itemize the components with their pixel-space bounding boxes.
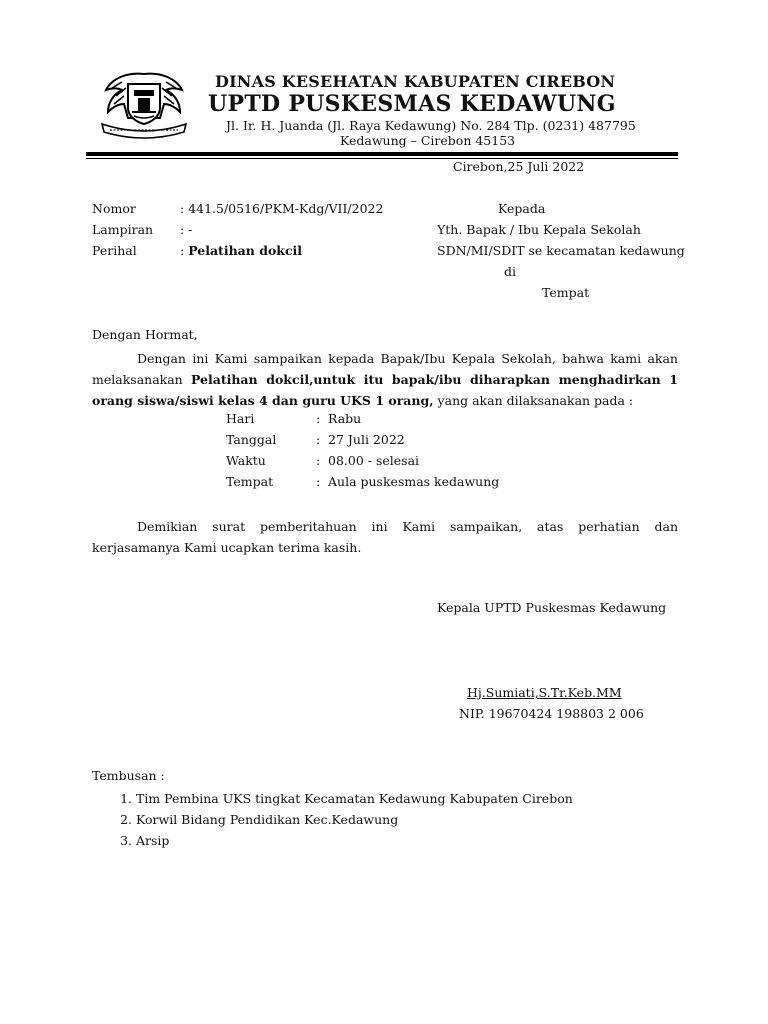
meta-value-perihal: : Pelatihan dokcil: [180, 243, 303, 258]
schedule-label-waktu: Waktu: [226, 453, 266, 468]
address-line-2: Kedawung – Cirebon 45153: [340, 133, 516, 148]
header-rule-thin: [86, 158, 678, 159]
signatory-nip: NIP. 19670424 198803 2 006: [459, 706, 644, 721]
schedule-sep: :: [316, 474, 321, 489]
schedule-value-hari: Rabu: [328, 411, 362, 426]
recipient-schools: SDN/MI/SDIT se kecamatan kedawung: [437, 243, 685, 258]
signature-title: Kepala UPTD Puskesmas Kedawung: [437, 600, 667, 615]
meta-label-lampiran: Lampiran: [92, 222, 154, 237]
letter-date: Cirebon,25 Juli 2022: [453, 159, 585, 174]
closing-paragraph: Demikian surat pemberitahuan ini Kami sampaikan, atas perhatian dan kerjasamanya Kami ucapkan terima kasih.: [92, 519, 678, 555]
unit-name: UPTD PUSKESMAS KEDAWUNG: [208, 91, 616, 117]
schedule-value-tempat: Aula puskesmas kedawung: [328, 474, 500, 489]
list-item: 1. Tim Pembina UKS tingkat Kecamatan Kedawung Kabupaten Cirebon: [136, 788, 573, 809]
schedule-label-tanggal: Tanggal: [226, 432, 277, 447]
regency-crest-icon: [98, 68, 190, 140]
schedule-sep: :: [316, 432, 321, 447]
agency-name: DINAS KESEHATAN KABUPATEN CIREBON: [215, 72, 616, 91]
schedule-sep: :: [316, 453, 321, 468]
recipient-tempat: Tempat: [542, 285, 590, 300]
signatory-name: Hj.Sumiati,S.Tr.Keb.MM: [467, 685, 622, 700]
meta-label-nomor: Nomor: [92, 201, 136, 216]
list-item: 3. Arsip: [136, 830, 573, 851]
address-line-1: Jl. Ir. H. Juanda (Jl. Raya Kedawung) No. 284 Tlp. (0231) 487795: [226, 118, 636, 133]
schedule-label-hari: Hari: [226, 411, 255, 426]
meta-value-lampiran: : -: [180, 222, 193, 237]
recipient-kepada: Kepada: [498, 201, 546, 216]
schedule-value-waktu: 08.00 - selesai: [328, 453, 420, 468]
schedule-label-tempat: Tempat: [226, 474, 274, 489]
schedule-value-tanggal: 27 Juli 2022: [328, 432, 405, 447]
cc-list: [92, 788, 573, 851]
meta-label-perihal: Perihal: [92, 243, 137, 258]
recipient-di: di: [504, 264, 516, 279]
greeting: Dengan Hormat,: [92, 327, 198, 342]
header-rule-thick: [86, 152, 678, 156]
recipient-title: Yth. Bapak / Ibu Kepala Sekolah: [437, 222, 641, 237]
list-item: 2. Korwil Bidang Pendidikan Kec.Kedawung: [136, 809, 573, 830]
meta-value-nomor: : 441.5/0516/PKM-Kdg/VII/2022: [180, 201, 384, 216]
intro-paragraph: Dengan ini Kami sampaikan kepada Bapak/Ibu Kepala Sekolah, bahwa kami akan melaksanakan Pelatihan dokcil,untuk itu bapak/ibu diharapkan menghadirkan 1 orang siswa/siswi kelas 4 dan guru UKS 1 orang, yang akan dilaksanakan pada :: [92, 351, 678, 408]
schedule-sep: :: [316, 411, 321, 426]
cc-heading: Tembusan :: [92, 768, 165, 783]
